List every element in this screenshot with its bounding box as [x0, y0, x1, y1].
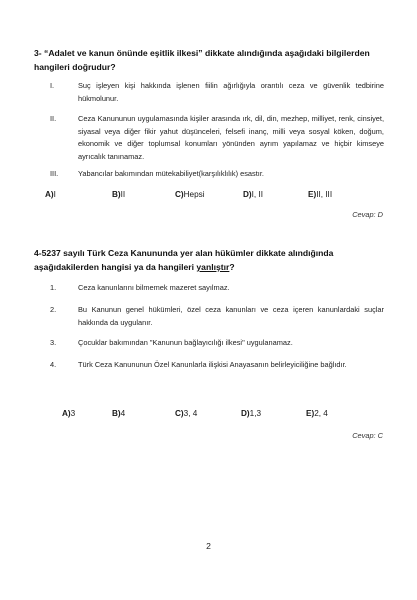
item-number: III. [50, 169, 59, 178]
choice-text: II, III [316, 190, 333, 199]
choice-a[interactable] [45, 189, 56, 201]
question-4-title [34, 246, 382, 274]
item-text: Suç işleyen kişi hakkında işlenen fiilin ağırlığıyla orantılı ceza ve güvenlik tedbirine hükmolunur. [78, 81, 384, 103]
choice-letter: B) [112, 190, 121, 199]
choice-letter: D) [243, 190, 252, 199]
choice-letter: A) [62, 409, 71, 418]
choice-text: 2, 4 [314, 409, 328, 418]
choice-letter: C) [175, 409, 184, 418]
choice-text: 3, 4 [183, 409, 198, 418]
item-number: 2. [50, 305, 57, 314]
choice-letter: C) [175, 190, 184, 199]
question-4-answer: Cevap: C [352, 431, 383, 440]
item-text: Ceza Kanununun uygulamasında kişiler arasında ırk, dil, din, mezhep, milliyet, renk, cinsiyet, siyasal veya diğer fikir yahut düşünceleri, felsefi inanç, milli veya sosyal köken, doğum, ekonomik ve diğer toplumsal konumları yönünden ayrım yapılamaz ve hiçbir kimseye ayrıcalık tanınamaz. [78, 114, 384, 161]
choice-d[interactable] [241, 408, 261, 420]
choice-text: 3 [70, 409, 76, 418]
choice-c[interactable] [175, 189, 205, 201]
title-emphasis: yanlıştır [196, 262, 230, 272]
title-end: ? [229, 262, 235, 272]
question-3-title: 3- “Adalet ve kanun önünde eşitlik ilkesi” dikkate alındığında aşağıdaki bilgilerden hangileri doğrudur? [34, 48, 370, 72]
question-3-answer: Cevap: D [352, 210, 383, 219]
item-number: I. [50, 81, 55, 90]
item-number: 4. [50, 360, 57, 369]
page-number: 2 [206, 541, 211, 551]
item-number: II. [50, 114, 57, 123]
choice-text: 4 [120, 409, 126, 418]
title-text: 4-5237 sayılı Türk Ceza Kanununda yer alan hükümler dikkate alındığında aşağıdakilerden hangisi ya da hangileri [34, 248, 334, 272]
choice-text: 1,3 [249, 409, 262, 418]
item-text: Çocuklar bakımından "Kanunun bağlayıcılığı ilkesi" uygulanamaz. [78, 338, 293, 347]
item-text: Bu Kanunun genel hükümleri, özel ceza kanunları ve ceza içeren kanunlardaki suçlar hakkında da uygulanır. [78, 305, 384, 327]
choice-letter: D) [241, 409, 250, 418]
choice-d[interactable] [243, 189, 263, 201]
item-text: Ceza kanunlarını bilmemek mazeret sayılmaz. [78, 283, 230, 292]
choice-text: II [120, 190, 126, 199]
item-text: Yabancılar bakımından mütekabiliyet(karşılıklılık) esastır. [78, 169, 264, 178]
choice-e[interactable] [306, 408, 328, 420]
choice-e[interactable] [308, 189, 332, 201]
choice-text: I, II [251, 190, 264, 199]
choice-c[interactable] [175, 408, 197, 420]
choice-text: Hepsi [183, 190, 205, 199]
choice-b[interactable] [112, 408, 125, 420]
choice-b[interactable] [112, 189, 125, 201]
choice-letter: B) [112, 409, 121, 418]
choice-text: I [53, 190, 56, 199]
item-text: Türk Ceza Kanununun Özel Kanunlarla ilişkisi Anayasanın belirleyiciliğine bağlıdır. [78, 360, 347, 369]
item-number: 1. [50, 283, 57, 292]
choice-letter: E) [308, 190, 317, 199]
choice-a[interactable] [62, 408, 75, 420]
item-number: 3. [50, 338, 57, 347]
choice-letter: E) [306, 409, 315, 418]
choice-letter: A) [45, 190, 54, 199]
